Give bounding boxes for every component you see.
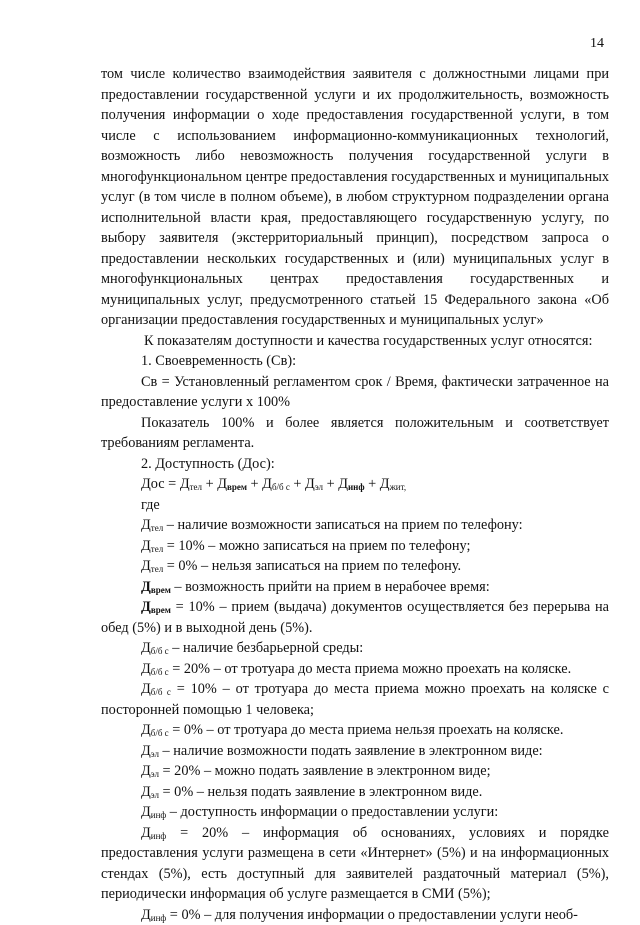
tel-desc: $Д_{тел}$ – наличие возможности записаться на прием по телефону: [101, 515, 609, 536]
el-desc: $Д_{эл}$ – наличие возможности подать заявление в электронном виде: [101, 741, 609, 762]
where-label: где [101, 495, 609, 516]
vrem-desc: $Д_{врем}$ – возможность прийти на прием в нерабочее время: [101, 577, 609, 598]
accessibility-formula: Дос = $Д_{тел} + Д_{врем} + Д_{б/б с} + Д_{эл} + Д_{инф} + Д_{жит,}$ [101, 474, 609, 495]
bbs-value-1: $Д_{б/б с} = 20\%$ – от тротуара до места приема можно проехать на коляске. [101, 659, 609, 680]
timeliness-note: Показатель 100% и более является положительным и соответствует требованиям регламента. [101, 413, 609, 454]
vrem-value-1: $Д_{врем} = 10\%$ – прием (выдача) документов осуществляется без перерыва на обед (5%) и в выходной день (5%). [101, 597, 609, 638]
bbs-value-2: $Д_{б/б с} = 10\%$ – от тротуара до места приема можно проехать на коляске с посторонней помощью 1 человека; [101, 679, 609, 720]
inf-desc: $Д_{инф}$ – доступность информации о предоставлении услуги: [101, 802, 609, 823]
bbs-desc: $Д_{б/б с}$ – наличие безбарьерной среды: [101, 638, 609, 659]
el-value-1: $Д_{эл} = 20\%$ – можно подать заявление в электронном виде; [101, 761, 609, 782]
accessibility-heading: 2. Доступность (Дос): [101, 454, 609, 475]
timeliness-heading: 1. Своевременность (Св): [101, 351, 609, 372]
body-text [101, 64, 609, 925]
tel-value-2: $Д_{тел} = 0\%$ – нельзя записаться на прием по телефону. [101, 556, 609, 577]
tel-value-1: $Д_{тел} = 10\%$ – можно записаться на прием по телефону; [101, 536, 609, 557]
bbs-value-3: $Д_{б/б с} = 0\%$ – от тротуара до места приема нельзя проехать на коляске. [101, 720, 609, 741]
intro-paragraph: том числе количество взаимодействия заявителя с должностными лицами при предоставлении государственной услуги и их продолжительность, возможность получения информации о ходе предоставления государственной услуги, в том числе с использованием информационно-коммуникационных технологий, возможность либо невозможность получения государственной услуги в многофункциональном центре предоставления государственных и муниципальных услуг (в том числе в полном объеме), в любом структурном подразделении органа исполнительной власти края, предоставляющего государственную услугу, по выбору заявителя (экстерриториальный принцип), посредством запроса о предоставлении нескольких государственных и (или) муниципальных услуг в многофункциональных центрах предоставления государственных и муниципальных услуг, предусмотренного статьей 15 Федерального закона «Об организации предоставления государственных и муниципальных услуг» [101, 64, 609, 331]
page-number: 14 [590, 36, 604, 52]
indicators-intro: К показателям доступности и качества государственных услуг относятся: [101, 331, 609, 352]
inf-value-1: $Д_{инф} = 20\%$ – информация об основаниях, условиях и порядке предоставления услуги размещена в сети «Интернет» (5%) и на информационных стендах (5%), есть доступный для заявителей раздаточный материал (5%), периодически информация об услуге размещается в СМИ (5%); [101, 823, 609, 905]
timeliness-formula: Св = Установленный регламентом срок / Время, фактически затраченное на предоставление услуги х 100% [101, 372, 609, 413]
inf-value-2: $Д_{инф} = 0\%$ – для получения информации о предоставлении услуги необ- [101, 905, 609, 925]
el-value-2: $Д_{эл} = 0\%$ – нельзя подать заявление в электронном виде. [101, 782, 609, 803]
